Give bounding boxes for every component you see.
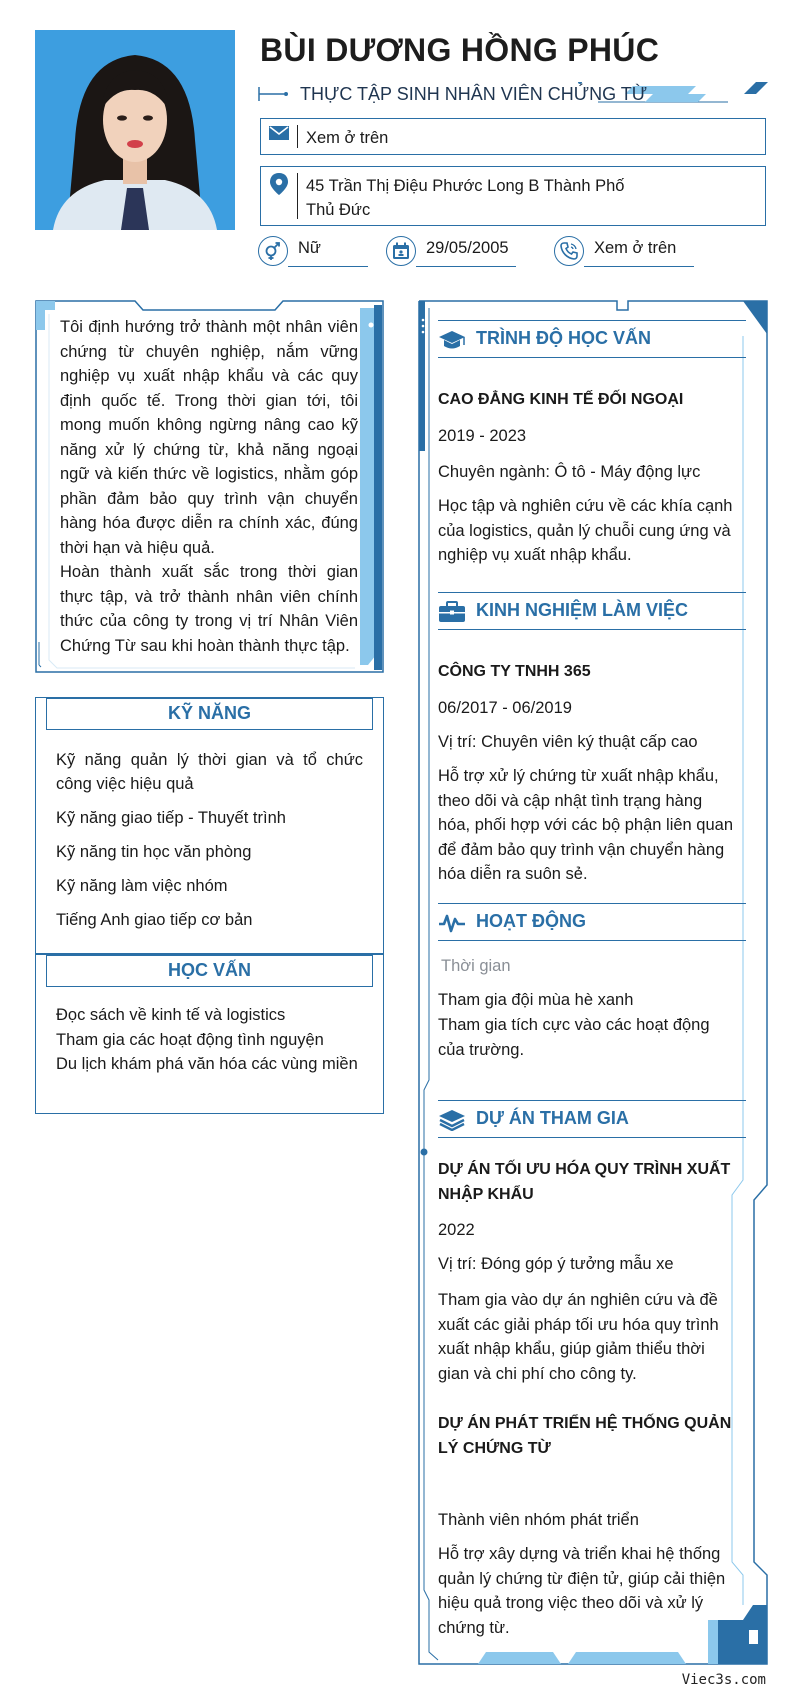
project-1-role: Vị trí: Đóng góp ý tưởng mẫu xe [438, 1255, 674, 1273]
experience-description: Hỗ trợ xử lý chứng từ xuất nhập khẩu, theo dõi và cập nhật tình trạng hàng hóa, phối hợp với các bộ phận liên quan để đảm bảo quy trình vận chuyển hàng hóa diễn ra suôn sẻ. [438, 767, 734, 883]
about-summary [60, 315, 358, 658]
education-major: Chuyên ngành: Ô tô - Máy động lực [438, 463, 701, 481]
gender-value: Nữ [298, 239, 321, 257]
skill-item: Kỹ năng làm việc nhóm [56, 877, 228, 895]
skills-list [56, 748, 363, 942]
graduation-cap-icon [438, 329, 466, 351]
activities-line-1: Tham gia đội mùa hè xanh [438, 991, 634, 1009]
skill-item: Kỹ năng giao tiếp - Thuyết trình [56, 809, 286, 827]
skill-item: Kỹ năng quản lý thời gian và tổ chức công việc hiệu quả [56, 751, 363, 793]
address-line-2: Thủ Đức [306, 201, 371, 219]
hobbies-list [56, 1003, 363, 1077]
experience-position: Vị trí: Chuyên viên ký thuật cấp cao [438, 733, 698, 751]
phone-icon [554, 236, 584, 266]
address-box [260, 166, 766, 226]
gender-item [258, 236, 368, 276]
project-2-role: Thành viên nhóm phát triển [438, 1511, 639, 1529]
birthdate-value: 29/05/2005 [426, 239, 509, 257]
experience-company: CÔNG TY TNHH 365 [438, 663, 591, 680]
hobby-item: Du lịch khám phá văn hóa các vùng miền [56, 1055, 358, 1073]
education-title: TRÌNH ĐỘ HỌC VẤN [476, 328, 651, 348]
job-title-row [258, 82, 768, 106]
education-description: Học tập và nghiên cứu về các khía cạnh của logistics, quản lý chuỗi cung ứng và nghiệp vụ xuất nhập khẩu. [438, 497, 733, 564]
address-value [298, 167, 632, 225]
calendar-icon [386, 236, 416, 266]
experience-period: 06/2017 - 06/2019 [438, 699, 572, 717]
experience-section-header [438, 592, 746, 630]
skills-hobbies-box [35, 697, 384, 1114]
gender-underline [288, 266, 368, 267]
skill-item: Kỹ năng tin học văn phòng [56, 843, 252, 861]
email-value: Xem ở trên [306, 129, 389, 147]
job-title: THỰC TẬP SINH NHÂN VIÊN CHỨNG TỪ [300, 84, 648, 104]
birthdate-item [386, 236, 516, 276]
hobbies-heading: HỌC VẤN [46, 955, 373, 987]
address-line-1: 45 Trần Thị Điệu Phước Long B Thành Phố [306, 177, 625, 195]
phone-underline [584, 266, 694, 267]
activity-pulse-icon [438, 912, 466, 934]
about-paragraph-1: Tôi định hướng trở thành một nhân viên chứng từ chuyên nghiệp, nắm vững nghiệp vụ xuất nhập khẩu và các quy định quốc tế. Trong thời gian tới, tôi mong muốn không ngừng nâng cao kỹ năng xử lý chứng từ, khả năng ngoại ngữ và kiến thức về logistics, nhằm góp phần đảm bảo quy trình vận chuyển hàng hóa được diễn ra chính xác, đúng thời hạn và hiệu quả. [60, 318, 358, 557]
activities-section-header [438, 903, 746, 941]
profile-photo [35, 30, 235, 230]
hobby-item: Đọc sách về kinh tế và logistics [56, 1006, 286, 1024]
email-box [260, 118, 766, 155]
skills-heading: KỸ NĂNG [46, 698, 373, 730]
project-1-name: DỰ ÁN TỐI ƯU HÓA QUY TRÌNH XUẤT NHẬP KHẨU [438, 1161, 731, 1203]
project-1-year: 2022 [438, 1221, 475, 1239]
education-school: CAO ĐẲNG KINH TẾ ĐỐI NGOẠI [438, 391, 684, 408]
phone-item [554, 236, 694, 276]
gender-icon [258, 236, 288, 266]
birthdate-underline [416, 266, 516, 267]
activities-time-placeholder: Thời gian [441, 957, 511, 975]
layers-icon [438, 1109, 466, 1131]
location-pin-icon [261, 167, 297, 225]
candidate-name: BÙI DƯƠNG HỒNG PHÚC [260, 32, 660, 68]
activities-line-2: Tham gia tích cực vào các hoạt động của trường. [438, 1016, 710, 1059]
phone-value: Xem ở trên [594, 239, 677, 257]
hobby-item: Tham gia các hoạt động tình nguyện [56, 1030, 324, 1049]
project-2-name: DỰ ÁN PHÁT TRIỂN HỆ THỐNG QUẢN LÝ CHỨNG TỪ [438, 1415, 732, 1457]
project-2-description: Hỗ trợ xây dựng và triển khai hệ thống quản lý chứng từ điện tử, giúp cải thiện hiệu quả trong việc theo dõi và xử lý chứng từ. [438, 1545, 726, 1637]
projects-title: DỰ ÁN THAM GIA [476, 1108, 629, 1128]
briefcase-icon [438, 601, 466, 623]
about-paragraph-2: Hoàn thành xuất sắc trong thời gian thực tập, và trở thành nhân viên chính thức của công ty trong vị trí Nhân Viên Chứng Từ sau khi hoàn thành thực tập. [60, 563, 358, 655]
activities-title: HOẠT ĐỘNG [476, 911, 586, 931]
project-1-description: Tham gia vào dự án nghiên cứu và đề xuất các giải pháp tối ưu hóa quy trình xuất nhập khẩu, giúp giảm thiểu thời gian và chi phí cho công ty. [438, 1291, 719, 1383]
education-section-header [438, 320, 746, 358]
education-period: 2019 - 2023 [438, 427, 527, 445]
skill-item: Tiếng Anh giao tiếp cơ bản [56, 911, 253, 929]
mail-icon [261, 119, 297, 154]
watermark-text: Viec3s.com [681, 1672, 766, 1688]
projects-section-header [438, 1100, 746, 1138]
experience-title: KINH NGHIỆM LÀM VIỆC [476, 600, 689, 620]
